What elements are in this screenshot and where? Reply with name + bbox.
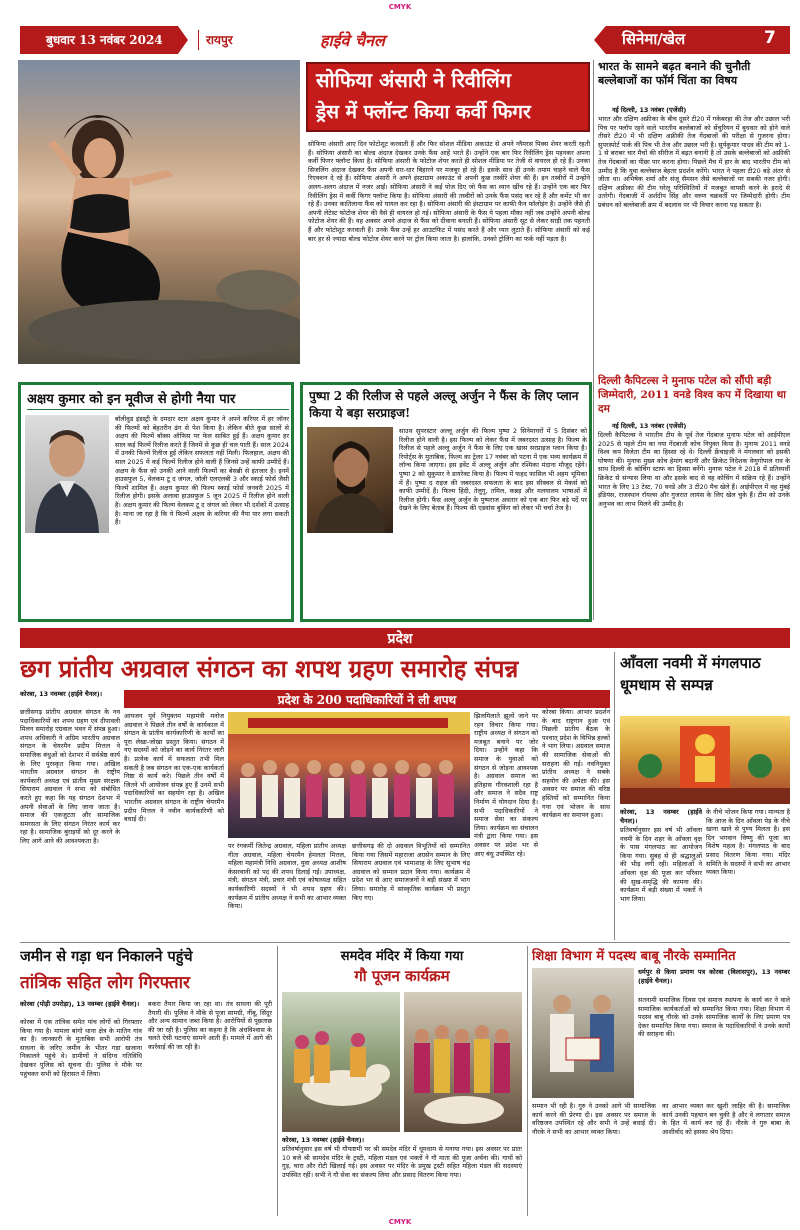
- woman-figure-icon: [18, 60, 300, 364]
- india-challenge-headline: भारत के सामने बढ़त बनाने की चुनौती बल्लेबाजों का फॉर्म चिंता का विषय: [598, 60, 751, 87]
- akshay-box: [18, 382, 294, 622]
- shiksha-headline: शिक्षा विभाग में पदस्थ बाबू नौरके सम्मानित: [532, 949, 736, 964]
- issue-date: बुधवार 13 नवंबर 2024: [46, 33, 163, 47]
- aonla-col-1: प्रतिवर्षानुसार इस वर्ष भी आँवला नवमी के दिन शहर के आँवला वृक्ष के पास मंगलपाठ का आयोजन किया गया। सुबह से ही श्रद्धालुओं की भीड़ लगी रही। महिलाओं ने आँवला वृक्ष की पूजा कर परिवार की सुख-समृद्धि की कामना की। कार्यक्रम में बड़ी संख्या में भक्तों ने भाग लिया।: [620, 826, 702, 903]
- sofia-headline-line-2: ड्रेस में फ्लॉन्ट किया कर्वी फिगर: [316, 101, 531, 123]
- akshay-portrait-icon: [25, 415, 109, 533]
- masthead-divider: [198, 30, 199, 50]
- pushpa-photo: [307, 427, 393, 533]
- sports-column: [598, 60, 790, 624]
- masthead: [20, 26, 790, 54]
- samdev-headline-line-1: समदेव मंदिर में किया गया: [340, 949, 464, 964]
- newspaper-logo: हाईवे चैनल: [320, 31, 385, 50]
- samdev-dateline: कोरबा, 13 नवम्बर (हाईवे चैनल)।: [282, 1136, 365, 1144]
- aonla-headline: आँवला नवमी में मंगलपाठ धूमधाम से सम्पन्न: [620, 654, 761, 694]
- shiksha-col-3: का आभार व्यक्त कर खुशी जाहिर की है। सामाजिक कार्य उनकी पहचान बन चुकी है और वे लगातार समाज के हित में कार्य कर रहे हैं। नौरके ने गुरु बाबा के आशीर्वाद को इसका श्रेय दिया।: [662, 1102, 790, 1136]
- registration-mark-top: CMYK: [388, 3, 412, 11]
- akshay-body: बॉलीवुड इंडस्ट्री के दमदार स्टार अक्षय कुमार ने अपने करियर में हर जॉनर की फिल्मों को बेहतरीन ढंग से पेश किया है। लेकिन बीते कुछ सालों से अक्षय की फिल्में बॉक्स ऑफिस पर फेल साबित हुई हैं। अक्षय कुमार हर साल कई फिल्में रिलीज करते हैं जिनमें से कुछ ही चल पाती हैं। साल 2024 में उनकी फिल्में रिलीज हुईं लेकिन सफलता नहीं मिली। फिलहाल, अक्षय की साल 2025 में कई फिल्में रिलीज होने वाली हैं जिनसे उन्हें काफी उम्मीदें हैं। अक्षय के फैंस को उनकी आने वाली फिल्मों का बेसब्री से इंतजार है। इनमें हाउसफुल 5, वेलकम टू द जंगल, जॉली एलएलबी 3 और स्काई फोर्स जैसी फिल्में शामिल हैं। अक्षय कुमार की फिल्म स्काई फोर्स जनवरी 2025 में रिलीज होगी। इसके अलावा हाउसफुल 5 जून 2025 में रिलीज होने वाली है। अक्षय कुमार की फिल्म वेलकम टू द जंगल को लेकर भी दर्शकों में उत्साह है। माना जा रहा है कि ये फिल्में अक्षय के करियर की नैया पार लगा सकती हैं।: [115, 415, 289, 527]
- page-number: 7: [764, 28, 776, 48]
- temple-idol-icon: [620, 716, 790, 804]
- shiksha-col-1: सतनामी समाजिक दिवस एवं समाज स्थापना के कार्य कर ने वाले सामाजिक कार्यकर्ताओं को सम्मानित किया गया। शिक्षा विभाग में पदस्थ बाबू नौरके को उनके सामाजिक कार्यों के लिए प्रमाण पत्र देकर सम्मानित किया गया। समाज के पदाधिकारियों ने उनके कार्यों की सराहना की।: [638, 996, 790, 1039]
- agrawal-headline: छग प्रांतीय अग्रवाल संगठन का शपथ ग्रहण समारोह संपन्न: [20, 654, 519, 683]
- samdev-photo-right: [404, 992, 522, 1132]
- agrawal-subhead: प्रदेश के 200 पदाधिकारियों ने ली शपथ: [277, 693, 457, 707]
- agrawal-col-6: कोरबा किया। आभार प्रदर्शन के बाद राष्ट्रगान हुआ एवं पिछली प्रांतीय बैठक के पश्चात् प्रदेश के विभिन्न हल्कों ने भाग लिया। अग्रवाल समाज की सामाजिक सेवाओं की सराहना की गई। नवनियुक्त प्रांतीय अध्यक्ष ने सबके सहयोग की अपेक्षा की। इस अवसर पर समाज की वरिष्ठ हस्तियों को सम्मानित किया गया एवं भोजन के साथ कार्यक्रम का समापन हुआ।: [542, 708, 610, 820]
- registration-mark-bottom: CMYK: [388, 1218, 412, 1226]
- agrawal-group-photo: [228, 712, 470, 838]
- shiksha-photo: [532, 968, 634, 1098]
- cow-worship-icon: [282, 992, 400, 1132]
- aonla-rule: [614, 652, 615, 940]
- india-challenge-dateline: नई दिल्ली, 13 नवंबर (एजेंसी): [612, 106, 687, 114]
- agrawal-dateline: कोरबा, 13 नवम्बर (हाईवे चैनल)।: [20, 690, 103, 698]
- lower-row-rule: [20, 942, 790, 943]
- akshay-headline: अक्षय कुमार को इन मूवीज से होगी नैया पार: [27, 392, 236, 407]
- akshay-headline-rule: [27, 409, 289, 410]
- sports-column-rule: [593, 60, 594, 620]
- akshay-photo: [25, 415, 109, 533]
- samdev-rule: [277, 946, 278, 1216]
- aonla-photo: [620, 716, 790, 804]
- devotees-group-icon: [404, 992, 522, 1132]
- delhi-capitals-body: दिल्ली कैपिटल्स ने भारतीय टीम के पूर्व तेज गेंदबाज मुनाफ पटेल को आईपीएल 2025 से पहले टीम का नया गेंदबाजी कोच नियुक्त किया है। मुनाफ 2011 वनडे विश्व कप विजेता टीम का हिस्सा रहे थे। दिल्ली फ्रेंचाइजी ने मंगलवार को इसकी घोषणा की। मुनाफ मुख्य कोच हेमांग बदानी और क्रिकेट निदेशक वेणुगोपाल राव के साथ दिल्ली के कोचिंग स्टाफ का हिस्सा बनेंगे। मुनाफ पटेल ने 2018 में प्रतिस्पर्धी क्रिकेट से संन्यास लिया था और इसके बाद से वह कोचिंग में सक्रिय रहे हैं। उन्होंने भारत के लिए 13 टेस्ट, 70 वनडे और 3 टी20 मैच खेले हैं। आईपीएल में वह मुंबई इंडियंस, राजस्थान रॉयल्स और गुजरात लायंस के लिए खेल चुके हैं। टीम को उनके अनुभव का लाभ मिलने की उम्मीद है।: [598, 431, 790, 508]
- aonla-dateline: कोरबा, 13 नवम्बर (हाईवे चैनल)।: [620, 808, 702, 825]
- agrawal-col-4: छत्तीसगढ़ की दो अग्रवाल विभूतियों को सम्मानित किया गया जिसमें महाराजा अग्रसेन सम्मान के लिए सियाराम अग्रवाल एवं भामाशाह के लिए सुभाष चंद्र अग्रवाल को सम्मान प्रदान किया गया। कार्यक्रम में प्रदेश भर से आए समाजजनों ने बड़ी संख्या में भाग लिया। समारोह में सांस्कृतिक कार्यक्रम भी प्रस्तुत किए गए।: [352, 842, 470, 902]
- agrawal-col-5: झिलमिलाते झूलों जाने पर रहन विचार किया गया। राष्ट्रीय अध्यक्ष ने संगठन को मजबूत बनाने पर जोर दिया। उन्होंने कहा कि समाज के युवाओं को संगठन से जोड़ना आवश्यक है। अग्रवाल समाज का इतिहास गौरवशाली रहा है और समाज ने सदैव राष्ट्र निर्माण में योगदान दिया है। सभी पदाधिकारियों ने समाज सेवा का संकल्प लिया। कार्यक्रम का संचालन मंत्री द्वारा किया गया। इस अवसर पर प्रदेश भर से आए बंधु उपस्थित रहे।: [474, 712, 538, 858]
- jameen-dateline: कोरबा (पोड़ी उपरोड़ा), 13 नवम्बर (हाईवे चैनल)।: [20, 1000, 140, 1008]
- jameen-headline-line-2: तांत्रिक सहित लोग गिरफ्तार: [20, 973, 190, 993]
- delhi-capitals-dateline: नई दिल्ली, 13 नवंबर (एजेंसी): [612, 422, 687, 430]
- delhi-capitals-headline: दिल्ली कैपिटल्स ने मुनाफ पटेल को सौंपी बड़ी जिम्मेदारी, 2011 वनडे विश्व कप में दिखाया था दम: [598, 375, 786, 415]
- pradesh-banner-label: प्रदेश: [387, 631, 413, 647]
- pushpa-box: [300, 382, 592, 622]
- shiksha-rule: [527, 946, 528, 1216]
- jameen-col-1: कोरबा में एक तांत्रिक समेत पांच लोगों को गिरफ्तार किया गया है। मामला बांगो थाना क्षेत्र के मातिन गांव का है। जानकारी के मुताबिक सभी आरोपी तंत्र साधना के जरिए जमीन के भीतर गड़ा खजाना निकालने पहुंचे थे। ग्रामीणों ने संदिग्ध गतिविधि देखकर पुलिस को सूचना दी। पुलिस ने मौके पर पहुंचकर सभी को हिरासत में लिया।: [20, 1018, 142, 1078]
- agrawal-col-1: छत्तीसगढ़ प्रांतीय अग्रवाल संगठन के नव पदाधिकारियों का शपथ ग्रहण एवं दीपावली मिलन समारोह एग्रवाल भवन में संपन्न हुआ। शपथ अधिकारी ने अग्रिम भारतीय अग्रवाल संगठन के चेयरमैन प्रदीप मित्तल ने समाजिक बंधुओं को देशभर में सर्वश्रेष्ठ कार्य के लिए पुरस्कृत किया गया। अखिल भारतीय अग्रवाल संगठन के राष्ट्रीय कार्यकारी अध्यक्ष एवं प्रांतीय मुख्य संरक्षक सियाराम अग्रवाल ने सभा को संबोधित करते हुए कहा कि यह संगठन देशभर में अपनी सेवाओं के लिए जाना जाता है। समाज की एकजुटता और सामाजिक समरसता के लिए संगठन निरंतर कार्य कर रहा है। सामाजिक बुराइयों को दूर करने के लिए आगे आने की आवश्यकता है।: [20, 708, 120, 845]
- sofia-body: सोफिया अंसारी आए दिन फोटोशूट करवाती हैं और फिर सोशल मीडिया अकाउंट से अपने ग्लैमरस पिक्स शेयर करती रहती हैं। सोफिया अंसारी का बोल्ड अंदाज देखकर उनके फैंस आहें भरते हैं। उन्होंने एक बार फिर रिवीलिंग ड्रेस पहनकर अपना कर्वी फिगर फ्लॉन्ट किया है। सोफिया अंसारी के फोटोज शेयर करते ही सोशल मीडिया पर तेजी से वायरल हो रहे हैं। उनका सिजलिंग अंदाज देखकर फैंस अपनी धार-धार बिहारने पर मजबूर हो रहे हैं। इसके साथ ही उनके तमाम चाहने वाले फैंस रिएक्शन दे रहे हैं। सोफिया अंसारी ने अपने इंस्टाग्राम अकाउंट से अपनी कुछ तस्वीरें शेयर की हैं। इन तस्वीरों में उन्होंने अलग-अलग अंदाज में नजर आईं। सोफिया अंसारी ने कई पोज दिए जो फैंस का ध्यान खींच रहे हैं। उन्होंने एक बार फिर रिवीलिंग ड्रेस में कर्वी फिगर फ्लॉन्ट किया है। सोफिया अंसारी की तस्वीरों को उनके फैंस पसंद कर रहे हैं और कमेंट भी कर रहे हैं। उनका कातिलाना फैंस को घायल कर रहा है। सोफिया अंसारी की इंस्टाग्राम पर काफी फैन फॉलोइंग है। उन्होंने जैसे ही अपनी लेटेस्ट फोटोज शेयर की वैसे ही वायरल हो गई। सोफिया अंसारी के फैंस ये पहला मौका नहीं जब उन्होंने अपनी बोल्ड फोटोज शेयर की हैं। वह अक्सर अपने अंदाज से फैंस को दीवाना बनाती हैं। सोफिया अंसारी सूट से लेकर साड़ी तक पहनती हैं और फोटोशूट करवाती हैं। उनके फैंस उन्हें हर आउटफिट में पसंद करते हैं और प्यार लुटाते हैं। सोफिया अंसारी को कई बार हर से ज्यादा बोल्ड फोटोज शेयर करने पर ट्रोल किया जाता है। हालांकि, उनको ट्रोलिंग का फर्क नहीं पड़ता है।: [308, 140, 590, 243]
- pushpa-body: साउथ सुपरस्टार अल्लू अर्जुन की फिल्म पुष्पा 2 सिनेमाघरों में 5 दिसंबर को रिलीज होने वाली है। इस फिल्म को लेकर फैंस में जबरदस्त उत्साह है। फिल्म के रिलीज से पहले अल्लू अर्जुन ने फैंस के लिए एक खास सरप्राइज प्लान किया है। रिपोर्ट्स के मुताबिक, फिल्म का ट्रेलर 17 नवंबर को पटना में एक भव्य कार्यक्रम में लॉन्च किया जाएगा। इस इवेंट में अल्लू अर्जुन और रश्मिका मंदाना मौजूद रहेंगे। पुष्पा 2 को सुकुमार ने डायरेक्ट किया है। फिल्म में फहद फासिल भी अहम भूमिका में हैं। पुष्पा द राइज की जबरदस्त सफलता के बाद इस सीक्वल से मेकर्स को काफी उम्मीदें हैं। फिल्म हिंदी, तेलुगु, तमिल, कन्नड़ और मलयालम भाषाओं में रिलीज होगी। फैंस अल्लू अर्जुन के पुष्पराज अवतार को एक बार फिर बड़े पर्दे पर देखने के लिए बेताब हैं। फिल्म की एडवांस बुकिंग को लेकर भी चर्चा तेज है।: [399, 427, 587, 513]
- sofia-headline-line-1: सोफिया अंसारी ने रिवीलिंग: [316, 68, 512, 92]
- agrawal-col-2: आयजन पूर्व नियुक्तम महामंत्री मनोज अग्रवाल ने पिछले तीन वर्षों के कार्यकाल में संगठन के प्रांतीय कार्यकारिणी के कार्यों का पूरा लेखा-जोखा प्रस्तुत किया। संगठन में नए सदस्यों को जोड़ने का कार्य निरंतर जारी है। प्रत्येक कार्य में सफलता तभी मिल सकती है जब संगठन का एक-एक कार्यकर्ता निष्ठा से कार्य करे। पिछले तीन वर्षों में जितने भी आयोजन संपन्न हुए हैं उनमें सभी पदाधिकारियों का सहयोग रहा है। अखिल भारतीय अग्रवाल संगठन के राष्ट्रीय चेयरमैन प्रदीप मित्तल ने नवीन कार्यकारिणी को बधाई दी।: [124, 712, 224, 824]
- samdev-photo-left: [282, 992, 400, 1132]
- aonla-col-2: के नीचे भोजन किया गया। मान्यता है कि आज के दिन आँवला पेड़ के नीचे खाना खाने से पुण्य मिलता है। इस दिन भगवान विष्णु की पूजा का विशेष महत्व है। मंगलपाठ के बाद प्रसाद वितरण किया गया। मंदिर समिति के सदस्यों ने सभी का आभार व्यक्त किया।: [706, 808, 790, 877]
- sofia-article: [18, 60, 590, 368]
- sofia-photo: [18, 60, 300, 364]
- jameen-col-2: बकरा तैयार किया जा रहा था। तंत्र साधना की पूरी तैयारी थी। पुलिस ने मौके से पूजा सामग्री, नींबू, सिंदूर और अन्य सामान जब्त किया है। आरोपियों से पूछताछ की जा रही है। पुलिस का कहना है कि अंधविश्वास के चलते ऐसी घटनाएं सामने आती हैं। मामले में आगे की कार्रवाई की जा रही है।: [148, 1000, 272, 1051]
- shiksha-dateline: धर्मपुर से किया प्रमाण पत्र कोरबा (बिलासपुर), 13 नवम्बर (हाईवे चैनल)।: [638, 968, 790, 985]
- award-ceremony-icon: [532, 968, 634, 1098]
- agrawal-col-3: पर रंगकर्मी जितेन्द्र अग्रवाल, महिला प्रांतीय अध्यक्ष गीता अग्रवाल, महिला चेयरमैन हेमलता मित्तल, महिला महामंत्री निधि अग्रवाल, युवा अध्यक्ष आशीष केसरवानी को पद की शपथ दिलाई गई। उपाध्यक्ष, मंत्री, संगठन मंत्री, प्रचार मंत्री एवं कोषाध्यक्ष सहित कार्यकारिणी सदस्यों ने भी शपथ ग्रहण की। कार्यक्रम में प्रांतीय अध्यक्ष ने सभी का आभार व्यक्त किया।: [228, 842, 346, 911]
- section-name: सिनेमा/खेल: [622, 30, 686, 48]
- issue-city: रायपुर: [206, 33, 233, 47]
- samdev-headline-line-2: गौ पूजन कार्यक्रम: [354, 967, 450, 985]
- pushpa-headline: पुष्पा 2 की रिलीज से पहले अल्लू अर्जुन ने फैंस के लिए प्लान किया ये बड़ा सरप्राइज!: [309, 389, 579, 420]
- allu-arjun-portrait-icon: [307, 427, 393, 533]
- group-ceremony-icon: [228, 712, 470, 838]
- shiksha-col-2: सम्मान भी रही है। गुरु ने उनको आगे भी सामाजिक कार्य करने की प्रेरणा दी। इस अवसर पर समाज के वरिष्ठजन उपस्थित रहे और सभी ने उन्हें बधाई दी। नौरके ने सभी का आभार व्यक्त किया।: [532, 1102, 656, 1136]
- samdev-body: प्रतिवर्षानुसार इस वर्ष भी गौपाष्टमी पर श्री समदेव मंदिर में धूमधाम से मनाया गया। इस अवसर पर प्रातः 10 बजे श्री सामदेव मंदिर के ट्रस्टी, महिला मंडल एवं भक्तों ने गौ माता की पूजा अर्चना की। गायों को गुड़, चारा और रोटी खिलाई गई। इस अवसर पर मंदिर के प्रमुख ट्रस्टी सहित महिला मंडल की सदस्याएं उपस्थित रहीं। सभी ने गौ सेवा का संकल्प लिया और प्रसाद वितरण किया गया।: [282, 1145, 522, 1179]
- jameen-headline-line-1: जमीन से गड़ा धन निकालने पहुंचे: [20, 948, 193, 965]
- india-challenge-body: भारत और दक्षिण अफ्रीका के बीच दूसरे टी20 में गकेबरहा की तेज और उछाल भरी पिच पर फ्लॉप रहने वाले भारतीय बल्लेबाजों को सेंचुरियन में बुधवार को होने वाले तीसरे टी20 में भी दक्षिण अफ्रीकी तेज गेंदबाजों की परीक्षा से गुजरना होगा। सुपरस्पोर्ट पार्क की पिच भी तेज और उछाल भरी है। सूर्यकुमार यादव की टीम को 1-1 से बराबर चार मैचों की सीरीज में बढ़त बनानी है तो उसके बल्लेबाजों को अफ्रीकी तेज गेंदबाजों का पीछा पार करना होगा। पिछले मैच में हार के बाद भारतीय टीम को उम्मीद है कि युवा बल्लेबाज बेहतर प्रदर्शन करेंगे। भारत ने पहला टी20 बड़े अंतर से जीता था। अभिषेक शर्मा और संजू सैमसन जैसे बल्लेबाजों पर सबकी नजर होगी। दक्षिण अफ्रीका की टीम घरेलू परिस्थितियों में मजबूत वापसी करने के इरादे से उतरेगी। गेंदबाजी में अर्शदीप सिंह और वरुण चक्रवर्ती पर जिम्मेदारी होगी। टीम प्रबंधन को बल्लेबाजी क्रम में बदलाव पर भी विचार करना पड़ सकता है।: [598, 115, 790, 209]
